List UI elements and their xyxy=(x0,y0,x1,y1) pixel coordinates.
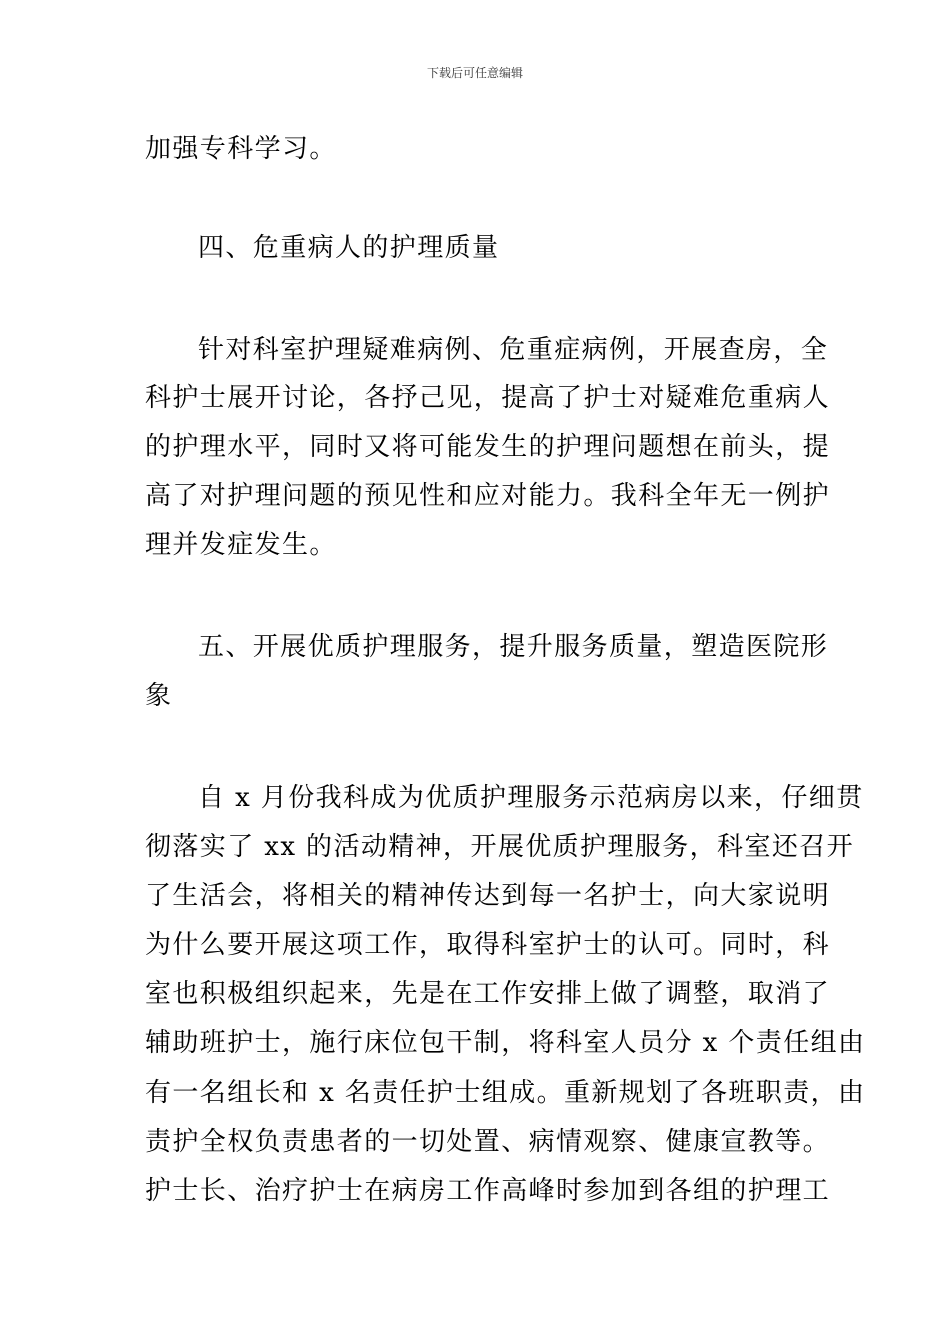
paragraph-line: 自 x 月份我科成为优质护理服务示范病房以来，仔细贯 xyxy=(198,783,864,813)
paragraph-line: 科护士展开讨论，各抒己见，提高了护士对疑难危重病人 xyxy=(145,383,831,413)
section-heading: 五、开展优质护理服务，提升服务质量，塑造医院形 xyxy=(198,632,829,662)
paragraph-line: 彻落实了 xx 的活动精神，开展优质护理服务，科室还召开 xyxy=(145,832,855,862)
paragraph-line: 护士长、治疗护士在病房工作高峰时参加到各组的护理工 xyxy=(145,1176,831,1206)
section-heading: 象 xyxy=(145,681,173,711)
paragraph-line: 的护理水平，同时又将可能发生的护理问题想在前头，提 xyxy=(145,432,831,462)
paragraph-line: 有一名组长和 x 名责任护士组成。重新规划了各班职责，由 xyxy=(145,1078,866,1108)
paragraph-line: 高了对护理问题的预见性和应对能力。我科全年无一例护 xyxy=(145,481,831,511)
paragraph-line: 了生活会，将相关的精神传达到每一名护士，向大家说明 xyxy=(145,881,831,911)
paragraph-line: 辅助班护士，施行床位包干制，将科室人员分 x 个责任组由 xyxy=(145,1028,866,1058)
paragraph-line: 针对科室护理疑难病例、危重症病例，开展查房，全 xyxy=(198,335,829,365)
paragraph-line: 室也积极组织起来，先是在工作安排上做了调整，取消了 xyxy=(145,979,831,1009)
body-line: 加强专科学习。 xyxy=(145,134,337,164)
paragraph-line: 理并发症发生。 xyxy=(145,530,337,560)
page-header: 下载后可任意编辑 xyxy=(426,66,523,80)
paragraph-line: 为什么要开展这项工作，取得科室护士的认可。同时，科 xyxy=(145,930,831,960)
paragraph-line: 责护全权负责患者的一切处置、病情观察、健康宣教等。 xyxy=(145,1127,831,1157)
section-heading: 四、危重病人的护理质量 xyxy=(198,233,500,263)
